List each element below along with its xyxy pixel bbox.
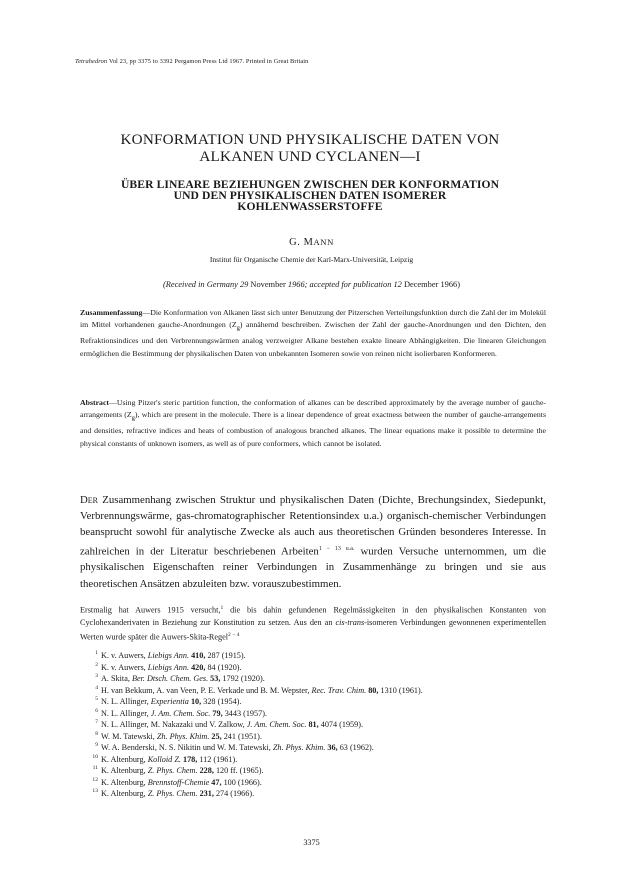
reference-item	[86, 754, 556, 766]
reference-item	[86, 708, 556, 720]
received-e: 1966)	[438, 280, 461, 289]
reference-item	[86, 685, 556, 697]
reference-item	[86, 777, 556, 789]
body-1-text-b: wurden Versuche unternommen, um die physikalischen Eigenschaften reiner Verbindungen in Zusammenhänge zu bringen und sie aus theoretischen Ansätzen abzuleiten bzw. vorauszubestimmen.	[80, 545, 547, 590]
reference-pages: 120 ff. (1965).	[213, 766, 264, 775]
reference-pages: 287 (1915).	[205, 651, 246, 660]
subtitle-line-2: UND DEN PHYSIKALISCHEN DATEN ISOMERER	[173, 189, 447, 202]
body-paragraph-1	[80, 492, 546, 592]
abstract-text-1: —Using Pitzer's steric partition function, the conformation of alkanes can be described approximately by the average number of gauche-arrangements (Z	[80, 398, 546, 420]
title-line-1: KONFORMATION UND PHYSIKALISCHE DATEN VON	[120, 131, 500, 148]
subtitle-line-1: ÜBER LINEARE BEZIEHUNGEN ZWISCHEN DER KONFORMATION	[120, 178, 500, 191]
subtitle-line-3: KOHLENWASSERSTOFFE	[237, 200, 383, 213]
reference-volume: 47,	[209, 777, 222, 787]
page-number: 3375	[303, 838, 320, 847]
reference-authors: W. A. Benderski, N. S. Nikitin und W. M. Tatewski,	[101, 743, 273, 752]
zusammenfassung-text-2: ) annähernd beschreiben. Zwischen der Zahl der gauche-Anordnungen und den Dichten, den Refraktionsindices und den Verbrennungswärmen analog verzweigter Alkane bestehen exakte lineare Abhängigkeiten. Die linearen Gleichungen ermöglichen die Bestimmung der physikalischen Daten von unbekannten Isomeren sowie von reinen nicht isolierbaren Konformeren.	[80, 320, 547, 358]
reference-authors: N. L. Allinger,	[101, 708, 151, 718]
reference-volume: 231,	[197, 789, 214, 798]
author-name-first: G. M	[289, 237, 314, 248]
body-1-text-a: Zusammenhang zwischen Struktur und physikalischen Daten (Dichte, Brechungsindex, Siedepunkt, Verbrennungswärme, gas-chromatographischer Retentionsindex u.a.) organisch-chemischer Verbindungen beansprucht sowohl für analytische Zwecke als auch aus theoretischen Gründen besonderes Interesse. In zahlreichen in der Literatur beschriebenen Arbeiten	[80, 494, 546, 558]
reference-volume: 420,	[189, 662, 206, 672]
reference-pages: 328 (1954).	[201, 697, 242, 706]
reference-number: 8	[95, 730, 98, 737]
reference-number: 9	[95, 742, 98, 748]
received-month-2: December	[403, 280, 439, 289]
journal-name: Tetrahedron	[75, 58, 108, 65]
reference-authors: N. L. Allinger,	[101, 697, 151, 706]
reference-pages: 241 (1951).	[221, 731, 262, 741]
reference-number: 13	[92, 788, 98, 794]
reference-pages: 63 (1962).	[337, 743, 374, 752]
reference-authors: K. Altenburg,	[101, 766, 148, 775]
reference-number: 6	[95, 707, 98, 714]
reference-number: 5	[95, 696, 98, 702]
reference-authors: K. Altenburg,	[101, 777, 148, 787]
body-2-cis-trans: cis-trans	[335, 617, 365, 627]
reference-journal: Z. Phys. Chem.	[147, 789, 198, 798]
reference-volume: 36,	[325, 743, 338, 752]
reference-item	[86, 788, 556, 800]
reference-journal: J. Am. Chem. Soc.	[150, 708, 211, 718]
received-line	[0, 280, 623, 289]
reference-volume: 410,	[189, 651, 206, 660]
paper-subtitle	[60, 179, 560, 212]
reference-journal: Kolloid Z.	[147, 754, 181, 764]
zusammenfassung-sub: g	[236, 324, 240, 332]
received-a: (Received in Germany 29	[162, 280, 251, 289]
reference-authors: H. van Bekkum, A. van Veen, P. E. Verkade und B. M. Wepster,	[101, 685, 312, 695]
received-c: 1966; accepted for publication 12	[285, 280, 404, 289]
author-name	[0, 237, 623, 248]
reference-authors: K. v. Auwers,	[101, 662, 148, 672]
reference-volume: 79,	[210, 708, 223, 718]
reference-number: 4	[95, 684, 98, 691]
reference-pages: 1792 (1920).	[220, 674, 265, 683]
reference-journal: Z. Phys. Chem.	[147, 766, 198, 775]
reference-number: 11	[92, 765, 98, 771]
citation-line: Vol 23, pp 3375 to 3392 Pergamon Press Ltd 1967. Printed in Great Britain	[107, 58, 309, 65]
reference-journal: Ber. Dtsch. Chem. Ges.	[131, 674, 209, 683]
reference-journal: Brennstoff-Chemie	[147, 777, 210, 787]
reference-authors: N. L. Allinger, M. Nakazaki und V. Zalkow,	[101, 720, 247, 729]
body-2-sup-1: 1	[220, 605, 224, 611]
zusammenfassung	[80, 307, 546, 360]
reference-volume: 25,	[209, 731, 222, 741]
reference-pages: 3443 (1957).	[222, 708, 267, 718]
body-2-text-b: die bis dahin gefundenen Regelmässigkeiten in den physikalischen Konstanten von Cyclohexanderivaten in Beziehung zur Konstitution zu setzen. Aus den an	[80, 605, 546, 627]
reference-volume: 81,	[306, 720, 319, 729]
reference-number: 3	[95, 673, 98, 679]
reference-item	[86, 650, 556, 662]
reference-list	[86, 650, 556, 800]
abstract-label: Abstract	[80, 398, 110, 407]
reference-authors: W. M. Tatewski,	[101, 731, 157, 741]
reference-number: 12	[92, 776, 98, 783]
abstract-sub: g	[131, 414, 135, 422]
citation-superscript: 1 − 13 u.a.	[318, 545, 355, 552]
reference-authors: K. Altenburg,	[101, 789, 148, 798]
reference-volume: 228,	[197, 766, 214, 775]
reference-item	[86, 662, 556, 674]
reference-volume: 10,	[188, 697, 202, 706]
body-2-text-c: -isomeren Verbindungen gewonnenen experimentellen Werten wurde später die Auwers-Skita-Regel	[80, 617, 546, 642]
reference-pages: 1310 (1961).	[378, 685, 423, 695]
reference-pages: 100 (1966).	[221, 777, 262, 787]
body-2-sup-2: 2 − 4	[228, 632, 240, 639]
reference-authors: K. Altenburg,	[101, 754, 148, 764]
reference-volume: 53,	[208, 674, 221, 683]
reference-pages: 84 (1920).	[205, 662, 242, 672]
zusammenfassung-text-1: —Die Konformation von Alkanen lässt sich unter Benutzung der Pitzerschen Verteilungsfunktion durch die Zahl der im Molekül im Mittel vorhandenen gauche-Anordnungen (Z	[80, 308, 546, 330]
paper-title	[60, 131, 560, 165]
reference-authors: A. Skita,	[101, 674, 132, 683]
running-header	[75, 58, 308, 65]
reference-volume: 178,	[180, 754, 198, 764]
reference-journal: Liebigs Ann.	[147, 651, 190, 660]
reference-journal: Zh. Phys. Khim.	[272, 743, 326, 752]
author-name-rest: ANN	[313, 237, 334, 247]
reference-number: 10	[92, 753, 98, 760]
affiliation: Institut für Organische Chemie der Karl-Marx-Universität, Leipzig	[209, 255, 414, 264]
received-month-1: November	[250, 280, 286, 289]
reference-journal: Rec. Trav. Chim.	[311, 685, 367, 695]
abstract-text-2: ), which are present in the molecule. There is a linear dependence of great exactness between the number of gauche-arrangements and densities, refractive indices and heats of combustion of analogous branched alkanes. The linear equations make it possible to determine the physical constants of unknown isomers, as well as of pure conformers, which cannot be isolated.	[80, 410, 546, 448]
reference-item	[86, 731, 556, 743]
abstract	[80, 397, 546, 450]
title-line-2: ALKANEN UND CYCLANEN—I	[199, 148, 421, 165]
reference-number: 2	[95, 661, 98, 668]
reference-number: 7	[95, 719, 98, 725]
reference-pages: 4074 (1959).	[318, 720, 364, 729]
reference-item	[86, 673, 556, 685]
reference-pages: 112 (1961).	[197, 754, 238, 764]
body-dropcap: Der	[80, 494, 99, 506]
body-2-text-a: Erstmalig hat Auwers 1915 versucht,	[80, 605, 221, 615]
reference-item	[86, 742, 556, 754]
body-paragraph-2	[80, 602, 546, 644]
reference-volume: 80,	[366, 685, 379, 695]
reference-journal: Zh. Phys. Khim.	[156, 731, 210, 741]
reference-journal: Experientia	[150, 697, 189, 706]
reference-item	[86, 696, 556, 708]
reference-number: 1	[95, 650, 98, 656]
reference-item	[86, 765, 556, 777]
reference-journal: Liebigs Ann.	[147, 662, 190, 672]
reference-journal: J. Am. Chem. Soc.	[246, 720, 307, 729]
reference-pages: 274 (1966).	[213, 789, 255, 798]
reference-authors: K. v. Auwers,	[101, 651, 148, 660]
reference-item	[86, 719, 556, 731]
zusammenfassung-label: Zusammenfassung	[80, 308, 143, 317]
